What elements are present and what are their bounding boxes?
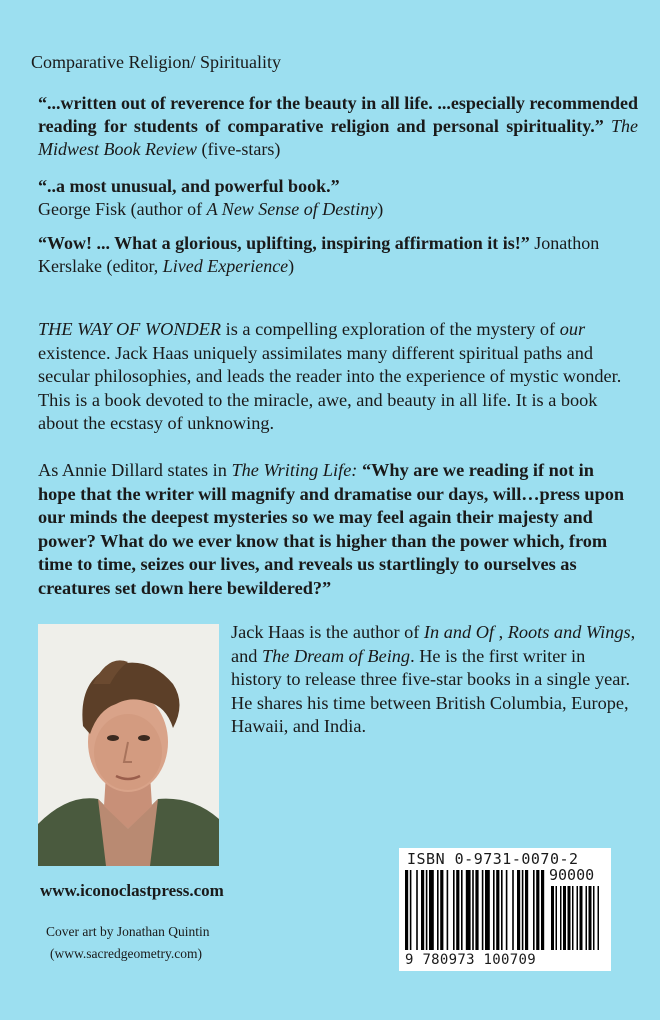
bio-book-title: Roots and Wings	[507, 622, 631, 642]
review-fisk	[38, 175, 638, 221]
author-bio	[231, 621, 636, 739]
review-source-title: The Midwest Book Review	[38, 116, 638, 159]
dillard-quote	[38, 459, 634, 600]
review-author-name: George Fisk (author of	[38, 199, 207, 219]
blurb-text-b: existence. Jack Haas uniquely assimilates many different spiritual paths and secular philosophies, and leads the reader into the experience of mystic wonder. This is a book devoted to the miracle, awe, and beauty in all life. It is a book about the ecstasy of unknowing.	[38, 342, 622, 433]
blurb-emphasis: our	[559, 319, 586, 339]
review-author-name: Jonathon Kerslake (editor,	[38, 233, 600, 276]
blurb-text-a: is a compelling exploration of the mystery of	[221, 319, 560, 339]
price-code: 90000	[549, 866, 595, 884]
dillard-work: The Writing Life:	[231, 460, 358, 480]
book-title: THE WAY OF WONDER	[38, 319, 222, 339]
author-photo	[38, 624, 219, 866]
bio-text: ,	[494, 622, 508, 642]
review-kerslake	[38, 232, 638, 278]
bio-book-title: In and Of	[423, 622, 494, 642]
dillard-intro: As Annie Dillard states in	[38, 460, 232, 480]
review-author-end: )	[288, 256, 295, 276]
isbn-label: ISBN 0-9731-0070-2	[407, 850, 579, 868]
review-midwest	[38, 92, 638, 161]
bio-text: Jack Haas is the author of	[231, 622, 424, 642]
review-author	[38, 198, 638, 221]
credit-url: (www.sacredgeometry.com)	[50, 946, 202, 961]
review-quote: “..a most unusual, and powerful book.”	[38, 176, 340, 196]
isbn-barcode	[399, 848, 611, 971]
bio-text: . He is the first writer in history to release three five-star books in a single year. He shares his time between British Columbia, Europe, Hawaii, and India.	[231, 645, 631, 736]
dillard-quote-text: “Why are we reading if not in hope that the writer will magnify and dramatise our days, will…press upon our minds the deepest mysteries so we may feel again their majesty and power? What do we ever know that is higher than the power which, from time to time, seizes our lives, and reveals us startlingly to ourselves as creatures set down here bewildered?”	[38, 460, 625, 598]
review-author-end: )	[377, 199, 384, 219]
review-source-note: (five-stars)	[201, 139, 281, 159]
publisher-website: www.iconoclastpress.com	[40, 881, 224, 900]
review-author-work: Lived Experience	[162, 256, 289, 276]
ean-number: 9 780973 100709	[405, 952, 536, 968]
credit-line: Cover art by Jonathan Quintin	[46, 924, 210, 939]
review-quote: “Wow! ... What a glorious, uplifting, inspiring affirmation it is!”	[38, 233, 530, 253]
author-portrait-image	[38, 624, 219, 866]
cover-art-credit	[46, 921, 209, 965]
bio-text: , and	[231, 622, 636, 666]
review-author-work: A New Sense of Destiny	[206, 199, 378, 219]
category-label: Comparative Religion/ Spirituality	[31, 52, 281, 72]
bio-book-title: The Dream of Being	[261, 645, 411, 666]
review-quote: “...written out of reverence for the beauty in all life. ...especially recommended reading for students of comparative religion and personal spirituality.”	[38, 93, 638, 136]
book-description	[38, 318, 634, 436]
